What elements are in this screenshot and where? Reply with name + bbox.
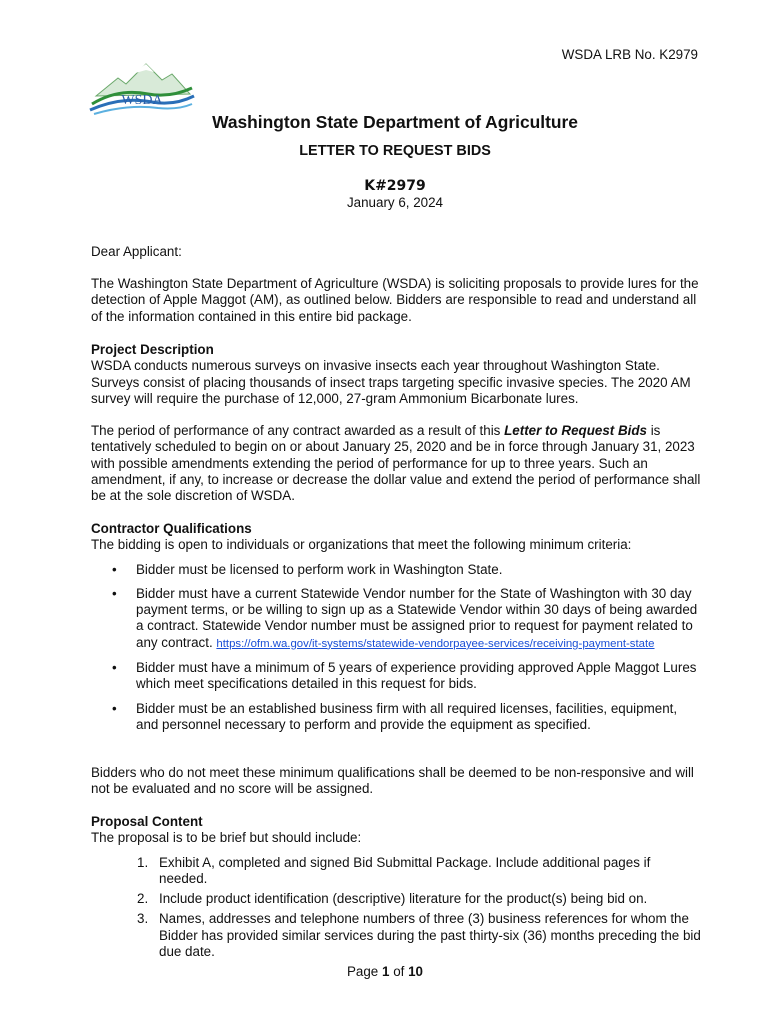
of-label: of xyxy=(393,964,405,979)
list-item xyxy=(91,891,701,907)
list-item xyxy=(91,660,701,693)
list-item-text: Names, addresses and telephone numbers of three (3) business references for whom the Bidder has provided similar services during the past thirty-six (36) months preceding the bid due date. xyxy=(159,911,701,960)
list-item-text: Bidder must be an established business firm with all required licenses, facilities, equipment, and personnel necessary to perform and provide the equipment as specified. xyxy=(136,700,678,732)
list-item xyxy=(91,911,701,960)
wsda-logo xyxy=(88,60,198,116)
project-text: WSDA conducts numerous surveys on invasive insects each year throughout Washington State. Surveys consist of placing thousands of insect traps targeting specific invasive species. The 2020 AM survey will require the purchase of 12,000, 27-gram Ammonium Bicarbonate lures. xyxy=(91,358,691,406)
list-item-text: Exhibit A, completed and signed Bid Submittal Package. Include additional pages if needed. xyxy=(159,854,651,886)
proposal-list xyxy=(91,855,701,961)
list-number: 3. xyxy=(137,911,149,927)
period-emphasis: Letter to Request Bids xyxy=(504,423,647,438)
period-paragraph xyxy=(91,423,701,504)
list-item xyxy=(91,855,701,888)
list-item-text: Bidder must be licensed to perform work in Washington State. xyxy=(136,561,503,577)
document-type: LETTER TO REQUEST BIDS xyxy=(299,143,491,159)
list-item-text: Include product identification (descriptive) literature for the product(s) being bid on. xyxy=(159,891,648,907)
payment-info-link[interactable]: https://ofm.wa.gov/it-systems/statewide-vendorpayee-services/receiving-payment-state xyxy=(216,637,655,650)
intro-paragraph: The Washington State Department of Agriculture (WSDA) is soliciting proposals to provide lures for the detection of Apple Maggot (AM), as outlined below. Bidders are responsible to read and understand all of the information contained in this entire bid package. xyxy=(91,276,699,324)
qualifications-list xyxy=(91,562,701,734)
project-heading: Project Description xyxy=(91,342,214,357)
qualifications-closing: Bidders who do not meet these minimum qualifications shall be deemed to be non-responsive and will not be evaluated and no score will be assigned. xyxy=(91,765,694,797)
page-label: Page xyxy=(346,964,379,979)
list-item-text: Bidder must have a minimum of 5 years of experience providing approved Apple Maggot Lures which meet specifications detailed in this request for bids. xyxy=(136,660,697,692)
list-item xyxy=(91,586,701,652)
list-item xyxy=(91,701,701,734)
project-section xyxy=(91,342,701,407)
organization-title: Washington State Department of Agriculture xyxy=(212,112,578,132)
list-item-text: Bidder must have a current Statewide Vendor number for the State of Washington with 30 day payment terms, or be willing to sign up as a Statewide Vendor within 30 days of being awarded a contract. Statewide Vendor number must be assigned prior to request for payment related to any contract. xyxy=(136,585,698,650)
qualifications-heading: Contractor Qualifications xyxy=(91,521,252,536)
list-number: 1. xyxy=(137,854,149,870)
proposal-intro: The proposal is to be brief but should include: xyxy=(91,830,362,846)
list-number: 2. xyxy=(137,891,149,907)
page-total: 10 xyxy=(408,964,423,979)
period-text-post: is tentatively scheduled to begin on or about January 25, 2020 and be in force through January 31, 2023 with possible amendments extending the period of performance for up to three years. Such an amendment, if any, to increase or decrease the dollar value and extend the period of performance shall be at the sole discretion of WSDA. xyxy=(91,423,701,504)
bullet-icon: • xyxy=(112,561,117,577)
list-item xyxy=(91,562,701,578)
period-text-pre: The period of performance of any contract awarded as a result of this xyxy=(91,423,505,438)
logo-text: WSDA xyxy=(121,93,163,108)
proposal-heading: Proposal Content xyxy=(91,814,203,829)
bullet-icon: • xyxy=(112,585,117,601)
document-date: January 6, 2024 xyxy=(346,195,444,210)
proposal-section xyxy=(91,814,701,964)
qualifications-intro: The bidding is open to individuals or organizations that meet the following minimum criteria: xyxy=(91,537,632,553)
reference-number: WSDA LRB No. K2979 xyxy=(561,47,698,62)
bullet-icon: • xyxy=(112,700,117,716)
page-footer xyxy=(0,964,770,979)
salutation: Dear Applicant: xyxy=(91,244,182,259)
contract-number: K#2979 xyxy=(364,178,426,194)
bullet-icon: • xyxy=(112,660,117,676)
qualifications-section xyxy=(91,521,701,741)
wsda-logo-icon xyxy=(88,60,198,116)
page-current: 1 xyxy=(382,964,390,979)
